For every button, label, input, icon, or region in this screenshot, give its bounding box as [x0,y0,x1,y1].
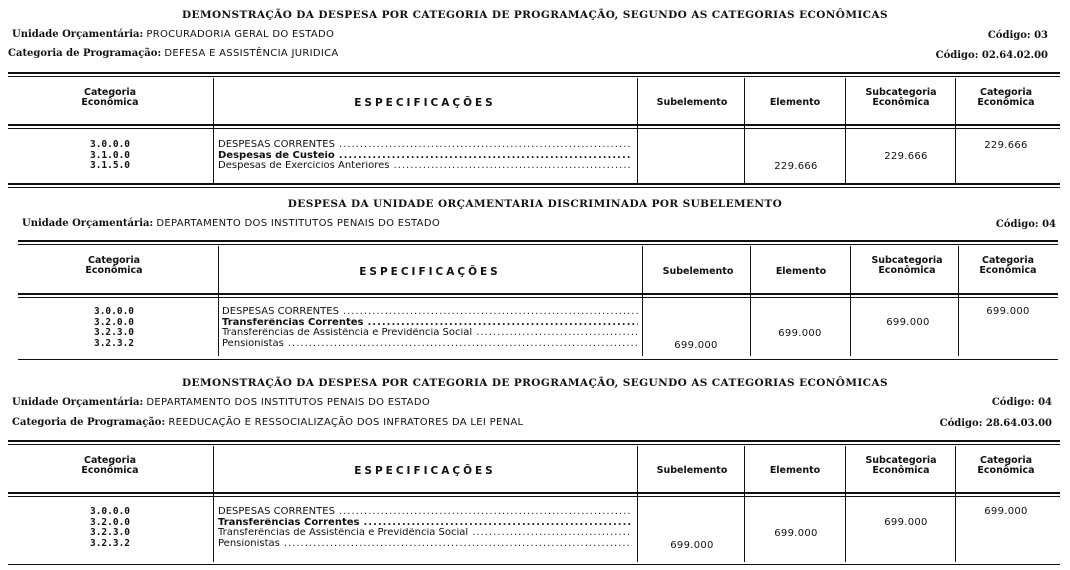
section3-title: DEMONSTRAÇÃO DA DESPESA POR CATEGORIA DE PROGRAMAÇÃO, SEGUNDO AS CATEGORIAS ECONÔMICAS [182,377,888,389]
table3-header-rule-thin [8,496,1060,497]
table2-bottom-rule [18,359,1058,360]
table2-subelemento-value: 699.000 [674,340,718,351]
section1-unit-code: Código: 03 [987,30,1048,41]
table1-header-rule [8,124,1060,126]
table3-header-elemento: Elemento [769,465,821,476]
spec-row: Despesas de Exercícios Anteriores ..... [218,161,632,172]
table2-col-divider [958,246,959,356]
table3-elemento-value: 699.000 [774,528,818,539]
spec-row: Transferências Correntes ..... [222,318,638,329]
table1-elemento-value: 229.666 [774,161,818,172]
table2-header-rule-thin [18,297,1058,298]
table2-top-rule [18,240,1058,242]
section2-unit-label: Unidade Orçamentária: [22,218,154,229]
table2-specs [222,307,638,349]
table2-header-rule [18,293,1058,295]
section3-cat-value: REEDUCAÇÃO E RESSOCIALIZAÇÃO DOS INFRATORES DA LEI PENAL [168,417,524,428]
table2-header-subelemento: Subelemento [662,266,734,277]
table3-header-cat-econ: Categoria Econômica [81,455,139,476]
table1-col-divider [637,78,638,184]
section2-unit-value: DEPARTAMENTO DOS INSTITUTOS PENAIS DO ESTADO [156,218,440,229]
table1-bottom-rule-thin [8,187,1060,188]
table1-col-divider [955,78,956,184]
table3-subcat-value: 699.000 [884,517,928,528]
table2-top-rule-thin [18,244,1058,245]
table3-col-divider [637,446,638,562]
table2-header-elemento: Elemento [775,266,827,277]
table3-specs [218,507,632,549]
table2-subcat-value: 699.000 [886,317,930,328]
table1-header-subelemento: Subelemento [656,97,728,108]
table3-header-subcat: Subcategoria Econômica [865,455,937,476]
table3-col-divider [845,446,846,562]
table1-header-subcat: Subcategoria Econômica [865,87,937,108]
spec-row: Transferências Correntes ..... [218,518,632,529]
table1-codes: 3.0.0.0 3.1.0.0 3.1.5.0 [89,139,131,171]
table3-col-divider [744,446,745,562]
table3-header-cat: Categoria Econômica [977,455,1035,476]
spec-row: DESPESAS CORRENTES ..... [222,307,638,318]
spec-row: Pensionistas ..... [218,539,632,550]
section3-unit-code: Código: 04 [991,397,1052,408]
section1-cat-value: DEFESA E ASSISTÊNCIA JURIDICA [164,48,339,59]
table3-header-rule [8,492,1060,494]
table3-top-rule [8,440,1060,442]
table3-col-divider [213,446,214,562]
table3-header-subelemento: Subelemento [656,465,728,476]
spec-row: Pensionistas ..... [222,339,638,350]
table1-header-elemento: Elemento [769,97,821,108]
section3-cat-label: Categoria de Programação: [12,417,166,428]
section1-unit-value: PROCURADORIA GERAL DO ESTADO [146,29,335,40]
section2-unit [22,218,440,229]
table2-header-cat-econ: Categoria Econômica [85,255,143,276]
section3-unit [12,397,430,408]
section1-program-category [8,48,339,59]
table2-cat-value: 699.000 [986,306,1030,317]
table1-specs [218,140,632,172]
table2-elemento-value: 699.000 [778,328,822,339]
table1-header-spec: ESPECIFICAÇÕES [354,97,496,109]
table1-header-cat-econ: Categoria Econômica [81,87,139,108]
table1-col-divider [213,78,214,184]
table3-cat-value: 699.000 [984,506,1028,517]
table2-header-spec: ESPECIFICAÇÕES [359,266,501,278]
table2-col-divider [750,246,751,356]
table2-col-divider [218,246,219,356]
table1-header-cat: Categoria Econômica [977,87,1035,108]
table3-header-spec: ESPECIFICAÇÕES [354,465,496,477]
table3-bottom-rule [8,564,1060,565]
spec-row: Despesas de Custeio ..... [218,151,632,162]
section1-title: DEMONSTRAÇÃO DA DESPESA POR CATEGORIA DE PROGRAMAÇÃO, SEGUNDO AS CATEGORIAS ECONÔMICAS [182,9,888,21]
spec-row: DESPESAS CORRENTES ..... [218,507,632,518]
section1-cat-code: Código: 02.64.02.00 [935,50,1048,61]
section1-cat-label: Categoria de Programação: [8,48,162,59]
table1-top-rule-thin [8,76,1060,77]
table2-header-subcat: Subcategoria Econômica [871,255,943,276]
table2-header-cat: Categoria Econômica [979,255,1037,276]
table3-top-rule-thin [8,444,1060,445]
section3-unit-value: DEPARTAMENTO DOS INSTITUTOS PENAIS DO ESTADO [146,397,430,408]
spec-row: Transferências de Assistência e Previdência Social ..... [218,528,632,539]
spec-row: DESPESAS CORRENTES ..... [218,140,632,151]
table1-col-divider [744,78,745,184]
table3-subelemento-value: 699.000 [670,540,714,551]
section3-program-category [12,417,523,428]
table1-bottom-rule [8,183,1060,185]
section1-unit [12,29,334,40]
spec-row: Transferências de Assistência e Previdência Social ..... [222,328,638,339]
section1-unit-label: Unidade Orçamentária: [12,29,144,40]
table2-codes: 3.0.0.0 3.2.0.0 3.2.3.0 3.2.3.2 [93,306,135,349]
table3-col-divider [955,446,956,562]
table1-header-rule-thin [8,128,1060,129]
section2-title: DESPESA DA UNIDADE ORÇAMENTARIA DISCRIMINADA POR SUBELEMENTO [287,198,783,210]
section2-unit-code: Código: 04 [995,219,1056,230]
section3-unit-label: Unidade Orçamentária: [12,397,144,408]
table1-top-rule [8,72,1060,74]
table1-subcat-value: 229.666 [884,151,928,162]
table1-cat-value: 229.666 [984,140,1028,151]
table3-codes: 3.0.0.0 3.2.0.0 3.2.3.0 3.2.3.2 [89,506,131,549]
table2-col-divider [850,246,851,356]
table2-col-divider [642,246,643,356]
section3-cat-code: Código: 28.64.03.00 [939,418,1052,429]
